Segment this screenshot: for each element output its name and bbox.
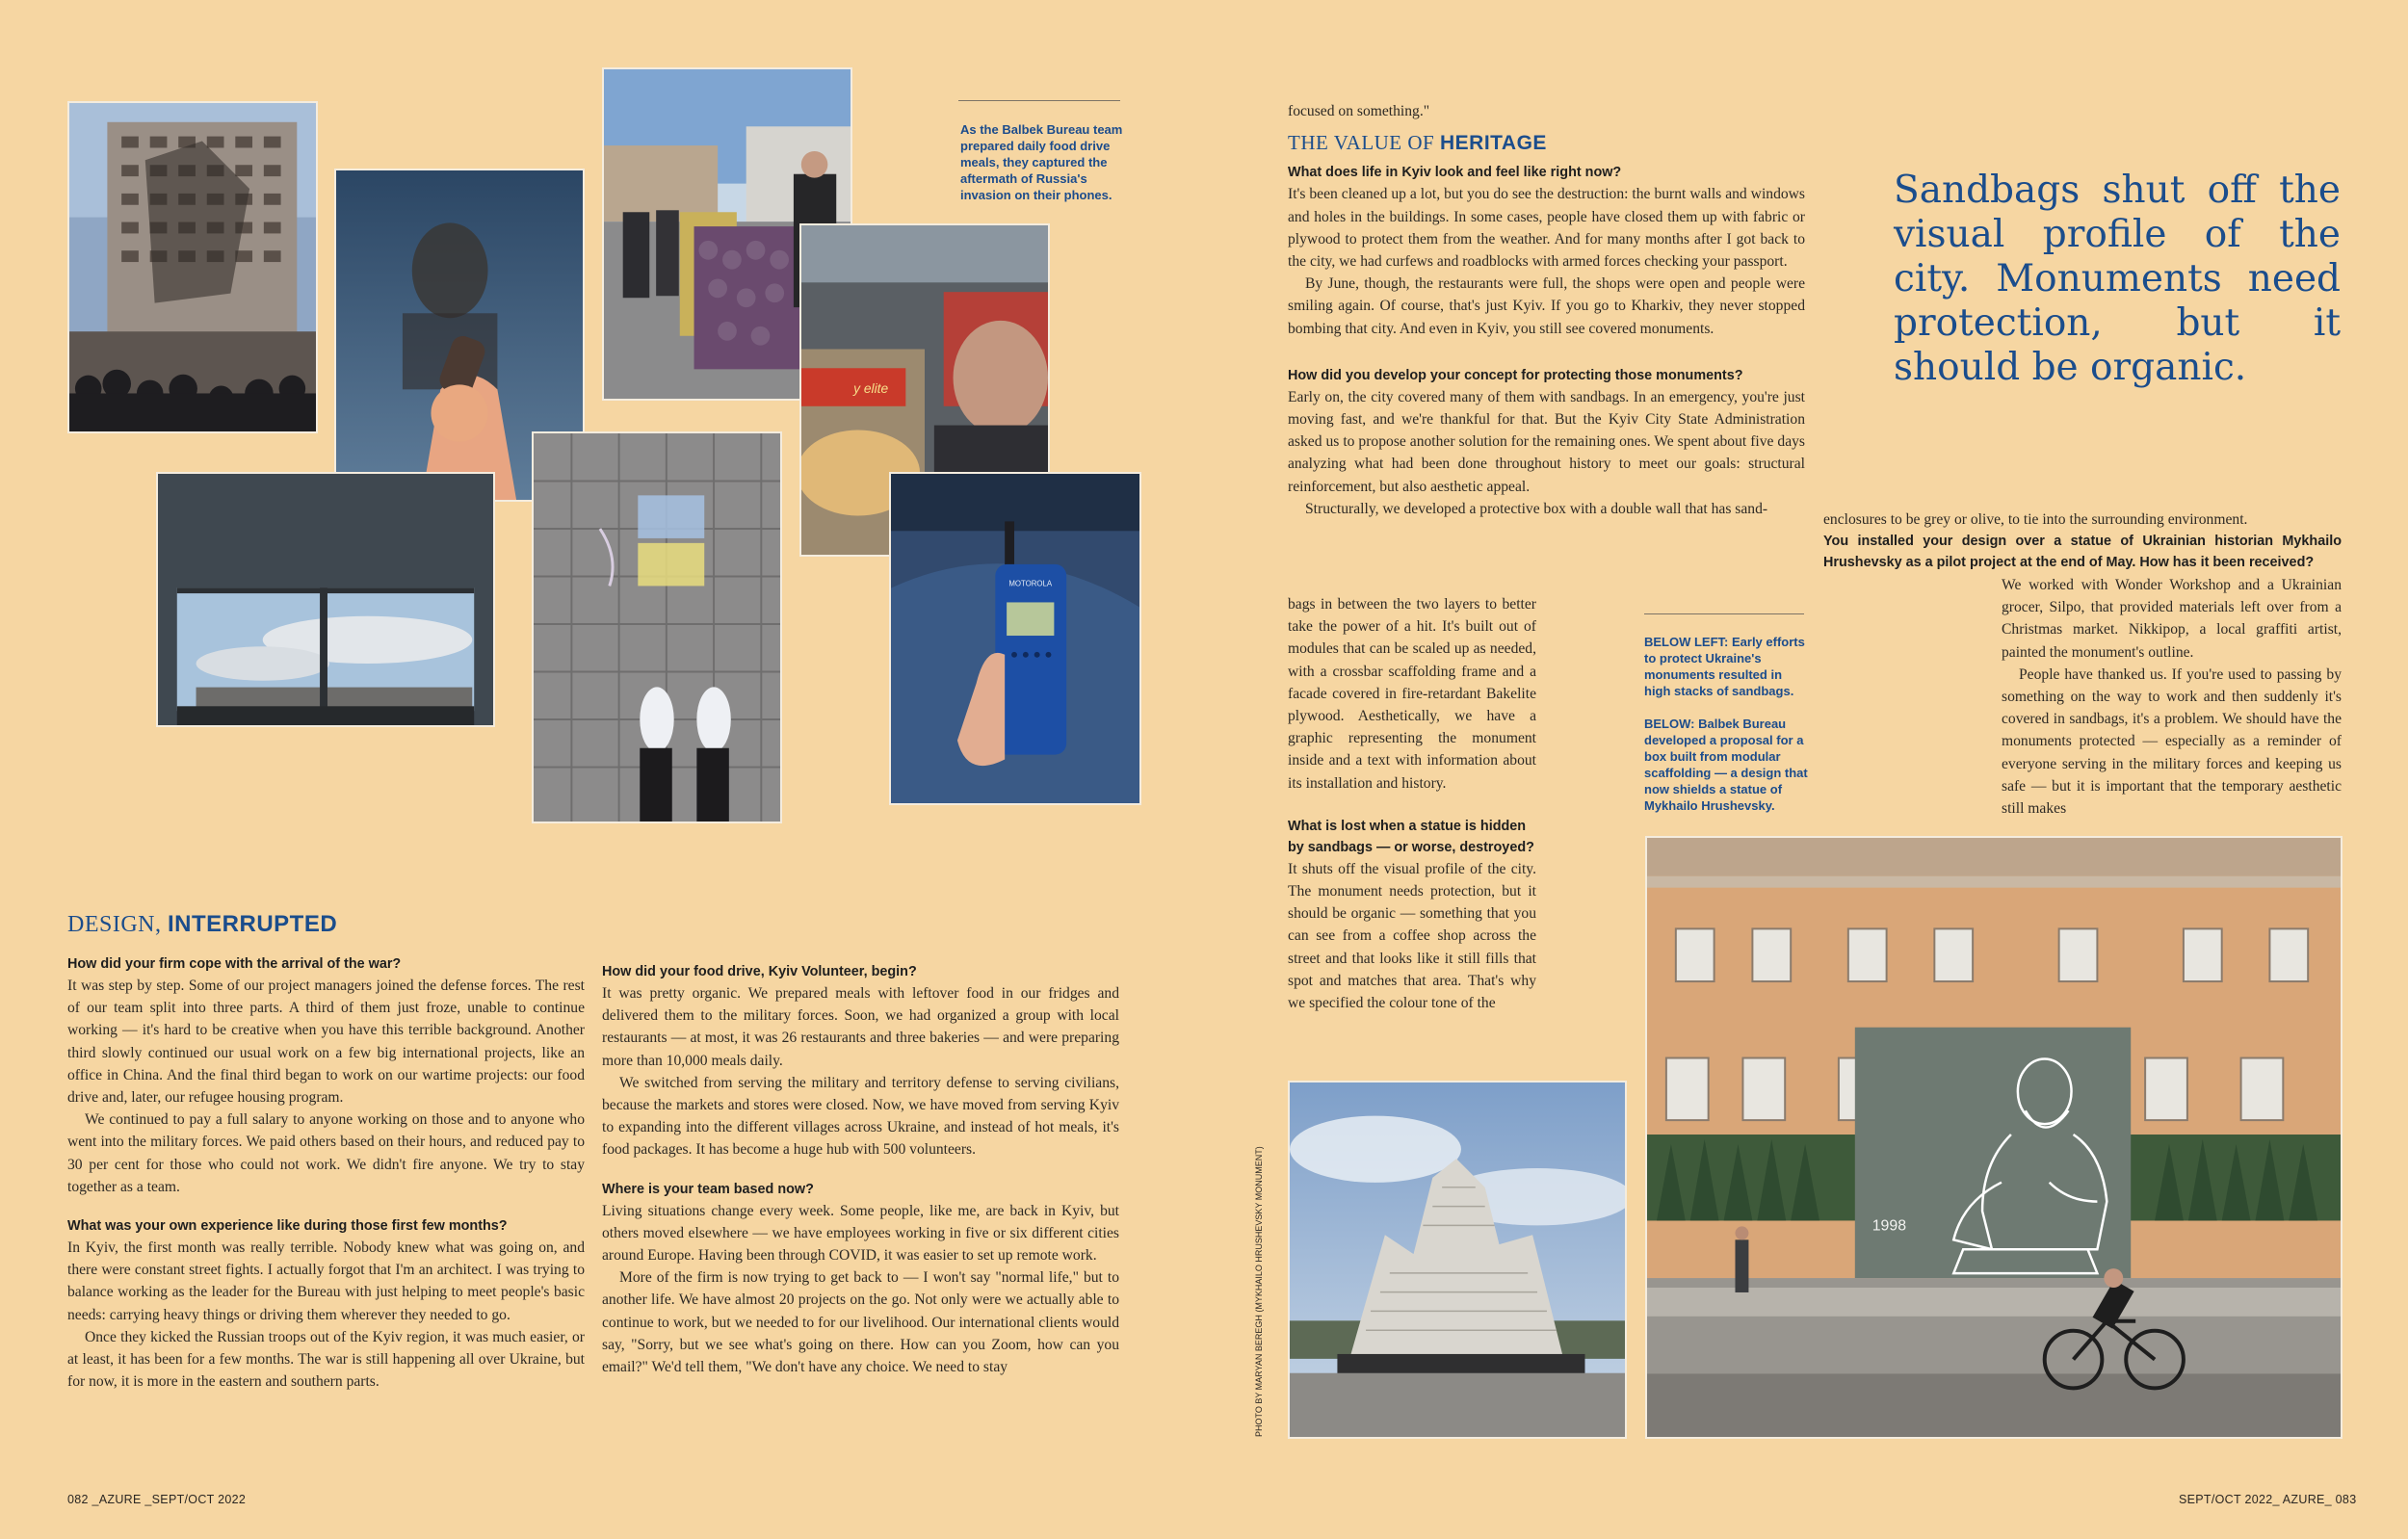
paragraph: Once they kicked the Russian troops out of the Kyiv region, it was much easier, or at least, it has been for a few months. The war is still happening all over Ukraine, but for now, it is more in the eastern and southern parts.: [67, 1328, 585, 1391]
paragraph: By June, though, the restaurants were full, the shops were open and people were smiling again. Of course, that's just Kyiv. If you go to Kharkiv, they never stopped bombing that city. And even in Kyiv, you still see covered monuments.: [1288, 275, 1805, 337]
photo-walkie-talkie: [889, 472, 1141, 805]
caption-below-left: BELOW LEFT: Early efforts to protect Ukraine's monuments resulted in high stacks of sandbags.: [1644, 635, 1805, 698]
column-food-drive: [602, 961, 1119, 1378]
question-life-in-kyiv: What does life in Kyiv look and feel like right now?: [1288, 165, 1622, 181]
caption-monuments: [1644, 634, 1808, 814]
column-heritage: [1288, 100, 1805, 520]
paragraph: Early on, the city covered many of them with sandbags. In an emergency, you're just moving fast, and we're thankful for that. But the Kyiv City State Administration asked us to propose another solution for the remaining ones. We spent about five days analyzing what had been done throughout history to meet our goals: structural reinforcement, but also aesthetic appeal.: [1288, 388, 1805, 495]
column-design-interrupted: [67, 953, 585, 1393]
question-own-experience: What was your own experience like during those first few months?: [67, 1218, 508, 1235]
caption-top-rule: [958, 100, 1120, 101]
paragraph: We worked with Wonder Workshop and a Ukrainian grocer, Silpo, that provided materials left over from a Christmas market. Nikkipop, a local graffiti artist, painted the monument's outline.: [2002, 577, 2342, 661]
walkie-brand: MOTOROLA: [1008, 579, 1053, 588]
paragraph: Living situations change every week. Some people, like me, are back in Kyiv, but others moved elsewhere — we have employees working in five or six different cities around Europe. Having been through COVID, it was easier to set up remote work.: [602, 1202, 1119, 1265]
paragraph: It's been cleaned up a lot, but you do see the destruction: the burnt walls and windows and holes in the buildings. In some cases, people have closed them up with fabric or plywood to protect them from the weather. And for many months after I got back to the city, we had curfews and roadblocks with armed forces checking your passport.: [1288, 186, 1805, 271]
bread-label: y elite: [853, 379, 889, 396]
question-team-based: Where is your team based now?: [602, 1181, 814, 1197]
paragraph: People have thanked us. If you're used to passing by something on the way to work and then suddenly it's covered in sandbags, it's a problem. We should have the monuments protected — especially as a reminder of everyone serving in the military forces and keeping us safe — but it is important that the temporary aesthetic still makes: [2002, 665, 2342, 818]
question-food-drive: How did your food drive, Kyiv Volunteer, begin?: [602, 964, 917, 979]
section-heading-design-interrupted: DESIGN, INTERRUPTED: [67, 911, 338, 937]
question-firm-cope: How did your firm cope with the arrival of the war?: [67, 956, 402, 972]
question-concept: How did you develop your concept for protecting those monuments?: [1288, 367, 1743, 383]
column-right: [1823, 509, 2342, 573]
question-what-is-lost: What is lost when a statue is hidden by sandbags — or worse, destroyed?: [1288, 818, 1534, 855]
paragraph: We switched from serving the military and territory defense to serving civilians, because the markets and stores were closed. Now, we have moved from serving Kyiv to expanding into the different villages across Ukraine, and instead of hot meals, it's food packages. It has become a huge hub with 500 volunteers.: [602, 1074, 1119, 1159]
caption-food-drive: As the Balbek Bureau team prepared daily food drive meals, they captured the aftermath of Russia's invasion on their phones.: [960, 122, 1123, 202]
paragraph: enclosures to be grey or olive, to tie into the surrounding environment.: [1823, 511, 2248, 528]
paragraph: Structurally, we developed a protective box with a double wall that has sand-: [1305, 500, 1768, 517]
paragraph: We continued to pay a full salary to anyone working on those and to anyone who went into the military forces. We paid others based on their hours, and reduced pay to 30 per cent for those who could not work. We didn't fire anyone. We try to stay together as a team.: [67, 1111, 585, 1195]
paragraph-carry: focused on something.": [1288, 103, 1430, 119]
pull-quote: Sandbags shut off the visual profile of the city. Monuments need protection, but it should be organic.: [1894, 169, 2341, 389]
photo-sandbagged-monument: [1288, 1081, 1627, 1439]
folio-left: 082 _AZURE _SEPT/OCT 2022: [67, 1493, 247, 1506]
paragraph: It shuts off the visual profile of the city. The monument needs protection, but it should be organic — something that you can see from a coffee shop across the street and that looks like it still fills that spot and matches that area. That's why we specified the colour tone of the: [1288, 860, 1536, 1012]
paragraph: More of the firm is now trying to get back to — I won't say "normal life," but to another life. We have almost 20 projects on the go. Not only were we actually able to continue to work, but we needed to for our livelihood. Our international clients would say, "Sorry, but we see what's going on there. How can you Zoom, how can you email?" We'd tell them, "We don't have any choice. We need to stay: [602, 1269, 1119, 1376]
paragraph: In Kyiv, the first month was really terrible. Nobody knew what was going on, and there were constant street fights. I actually forgot that I'm an architect. I was trying to balance working as the leader for the Bureau with just helping to meet people's basic needs: carrying heavy things or driving them wherever they needed to go.: [67, 1239, 585, 1323]
caption-right-rule: [1644, 613, 1804, 614]
column-right-narrow: [2002, 574, 2342, 820]
paragraph: bags in between the two layers to better take the power of a hit. It's built out of modules that can be scaled up as needed, with a crossbar scaffolding frame and a facade covered in fire-retardant Bakelite plywood. Aesthetically, we have a graphic representing the monument inside and a text with information about its installation and history.: [1288, 596, 1536, 792]
question-installed-design: You installed your design over a statue of Ukrainian historian Mykhailo Hrushevsky as a pilot project at the end of May. How has it been received?: [1823, 534, 2342, 571]
caption-below: BELOW: Balbek Bureau developed a proposal for a box built from modular scaffolding — a design that now shields a statue of Mykhailo Hrushevsky.: [1644, 717, 1808, 813]
photo-cloudy-window: [156, 472, 495, 727]
photo-hrushevsky-box: [1645, 836, 2343, 1439]
photo-credit: PHOTO BY MARYAN BEREGH (MYKHAILO HRUSHEVSKY MONUMENT): [1254, 1146, 1264, 1437]
paragraph: It was step by step. Some of our project managers joined the defense forces. The rest of our team split into three parts. A third of them just froze, unable to continue working — it's hard to be creative when you have this terrible background. Another third slowly continued our usual work on a few big international projects, like an office in China. And the final third began to work on our wartime projects: our food drive and, later, our refugee housing program.: [67, 978, 585, 1107]
column-heritage-narrow: [1288, 593, 1536, 1014]
section-heading-value-of-heritage: THE VALUE OF HERITAGE: [1288, 131, 1547, 155]
paragraph: It was pretty organic. We prepared meals with leftover food in our fridges and delivered them to the military forces. Soon, we had organized a group with local restaurants — at most, it was 26 restaurants and three bakeries — and were preparing more than 10,000 meals daily.: [602, 985, 1119, 1069]
monument-year: 1998: [1871, 1217, 1907, 1235]
folio-right: SEPT/OCT 2022_ AZURE_ 083: [2179, 1493, 2357, 1506]
photo-bombed-building: [67, 101, 318, 433]
photo-chalk-pavement-feet: [532, 431, 782, 823]
